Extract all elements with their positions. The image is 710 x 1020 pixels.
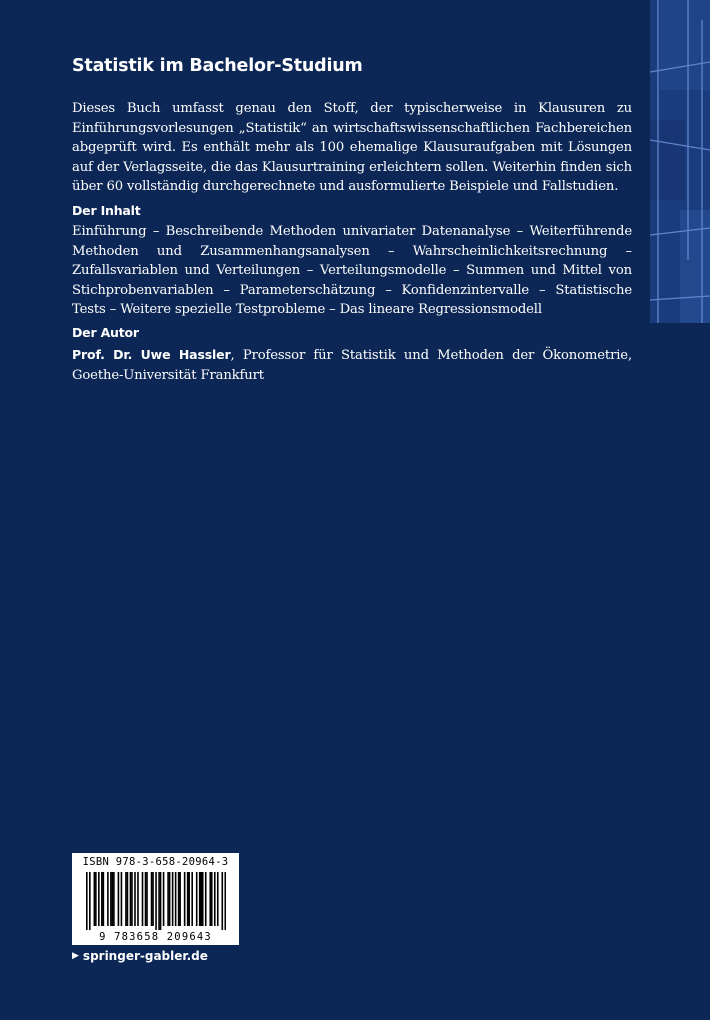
barcode-bar: [202, 872, 204, 926]
barcode-bar: [199, 872, 201, 926]
barcode-bar: [151, 872, 153, 926]
barcode-bar: [179, 872, 181, 926]
barcode-bar: [94, 872, 96, 926]
decorative-cover-strip: [650, 0, 710, 323]
website-label: springer-gabler.de: [82, 949, 208, 963]
intro-paragraph: Dieses Buch umfasst genau den Stoff, der typischerweise in Klausuren zu Einführungsvorlesungen „Statistik“ an wirtschaftswissenschaftlichen Fachbereichen abgeprüft wird. Es enthält mehr als 100 ehemalige Klausuraufgaben mit Lösungen auf der Verlagsseite, die das Klausurtraining erleichtern sollen. Weiterhin finden sich über 60 vollständig durchgerechnete und ausformulierte Beispiele und Fallstudien.: [72, 101, 632, 194]
barcode-bar: [86, 872, 88, 930]
barcode-bar: [191, 872, 193, 926]
barcode-bar: [155, 872, 157, 930]
book-title: Statistik im Bachelor-Studium: [72, 56, 363, 76]
arrow-right-icon: ▶: [72, 951, 79, 961]
barcode-bar: [134, 872, 136, 926]
barcode-bar: [200, 872, 202, 926]
barcode-bar: [142, 872, 144, 926]
isbn-barcode: [72, 853, 239, 945]
author-description: , Professor für Statistik und Methoden der Ökonometrie, Goethe-Universität Frankfurt: [72, 348, 632, 383]
barcode-bar: [211, 872, 213, 926]
barcode-bar: [89, 872, 91, 930]
barcode-bar: [187, 872, 189, 926]
barcode-bar: [152, 872, 154, 926]
barcode-bar: [137, 872, 139, 926]
barcode-bar: [163, 872, 165, 926]
barcode-bar: [107, 872, 109, 926]
barcode-bar: [224, 872, 226, 930]
barcode-bar: [146, 872, 148, 926]
barcode-bar: [178, 872, 180, 926]
barcode-bar: [125, 872, 127, 926]
publisher-website[interactable]: [72, 949, 208, 963]
barcode-bars: [86, 872, 226, 930]
barcode-bar: [217, 872, 219, 926]
barcode-bar: [127, 872, 129, 926]
barcode-bar: [184, 872, 186, 926]
barcode-bar: [188, 872, 190, 926]
barcode-bar: [130, 872, 132, 926]
isbn-label: ISBN 978-3-658-20964-3: [82, 856, 229, 868]
barcode-bar: [158, 872, 160, 930]
barcode-digits: 9 783658 209643: [99, 931, 212, 943]
abstract-lines-graphic: [650, 0, 710, 323]
barcode-bar: [95, 872, 97, 926]
contents-paragraph: Einführung – Beschreibende Methoden univariater Datenanalyse – Weiterführende Methoden und Zusammenhangsanalysen – Wahrscheinlichkeitsrechnung – Zufallsvariablen und Verteilungen – Verteilungsmodelle – Summen und Mittel von Stichprobenvariablen – Parameterschätzung – Konfidenzintervalle – Statistische Tests – Weitere spezielle Testprobleme – Das lineare Regressionsmodell: [72, 224, 632, 317]
barcode-bar: [103, 872, 105, 926]
barcode-bar: [110, 872, 112, 926]
author-paragraph: [72, 345, 632, 385]
barcode-bar: [98, 872, 100, 926]
barcode-bar: [221, 872, 223, 930]
barcode-bar: [160, 872, 162, 930]
barcode-bar: [145, 872, 147, 926]
barcode-bar: [196, 872, 198, 926]
barcode-bar: [175, 872, 177, 926]
barcode-bar: [205, 872, 207, 926]
barcode-bar: [172, 872, 174, 926]
contents-heading: Der Inhalt: [72, 203, 141, 218]
barcode-bar: [118, 872, 120, 926]
barcode-bar: [214, 872, 216, 926]
barcode-bar: [169, 872, 171, 926]
author-heading: Der Autor: [72, 325, 139, 340]
barcode-bar: [113, 872, 115, 926]
barcode-bar: [131, 872, 133, 926]
barcode-bar: [112, 872, 114, 926]
author-name: Prof. Dr. Uwe Hassler: [72, 347, 231, 362]
barcode-bar: [101, 872, 103, 926]
barcode-bar: [167, 872, 169, 926]
barcode-bar: [121, 872, 123, 926]
barcode-bar: [209, 872, 211, 926]
